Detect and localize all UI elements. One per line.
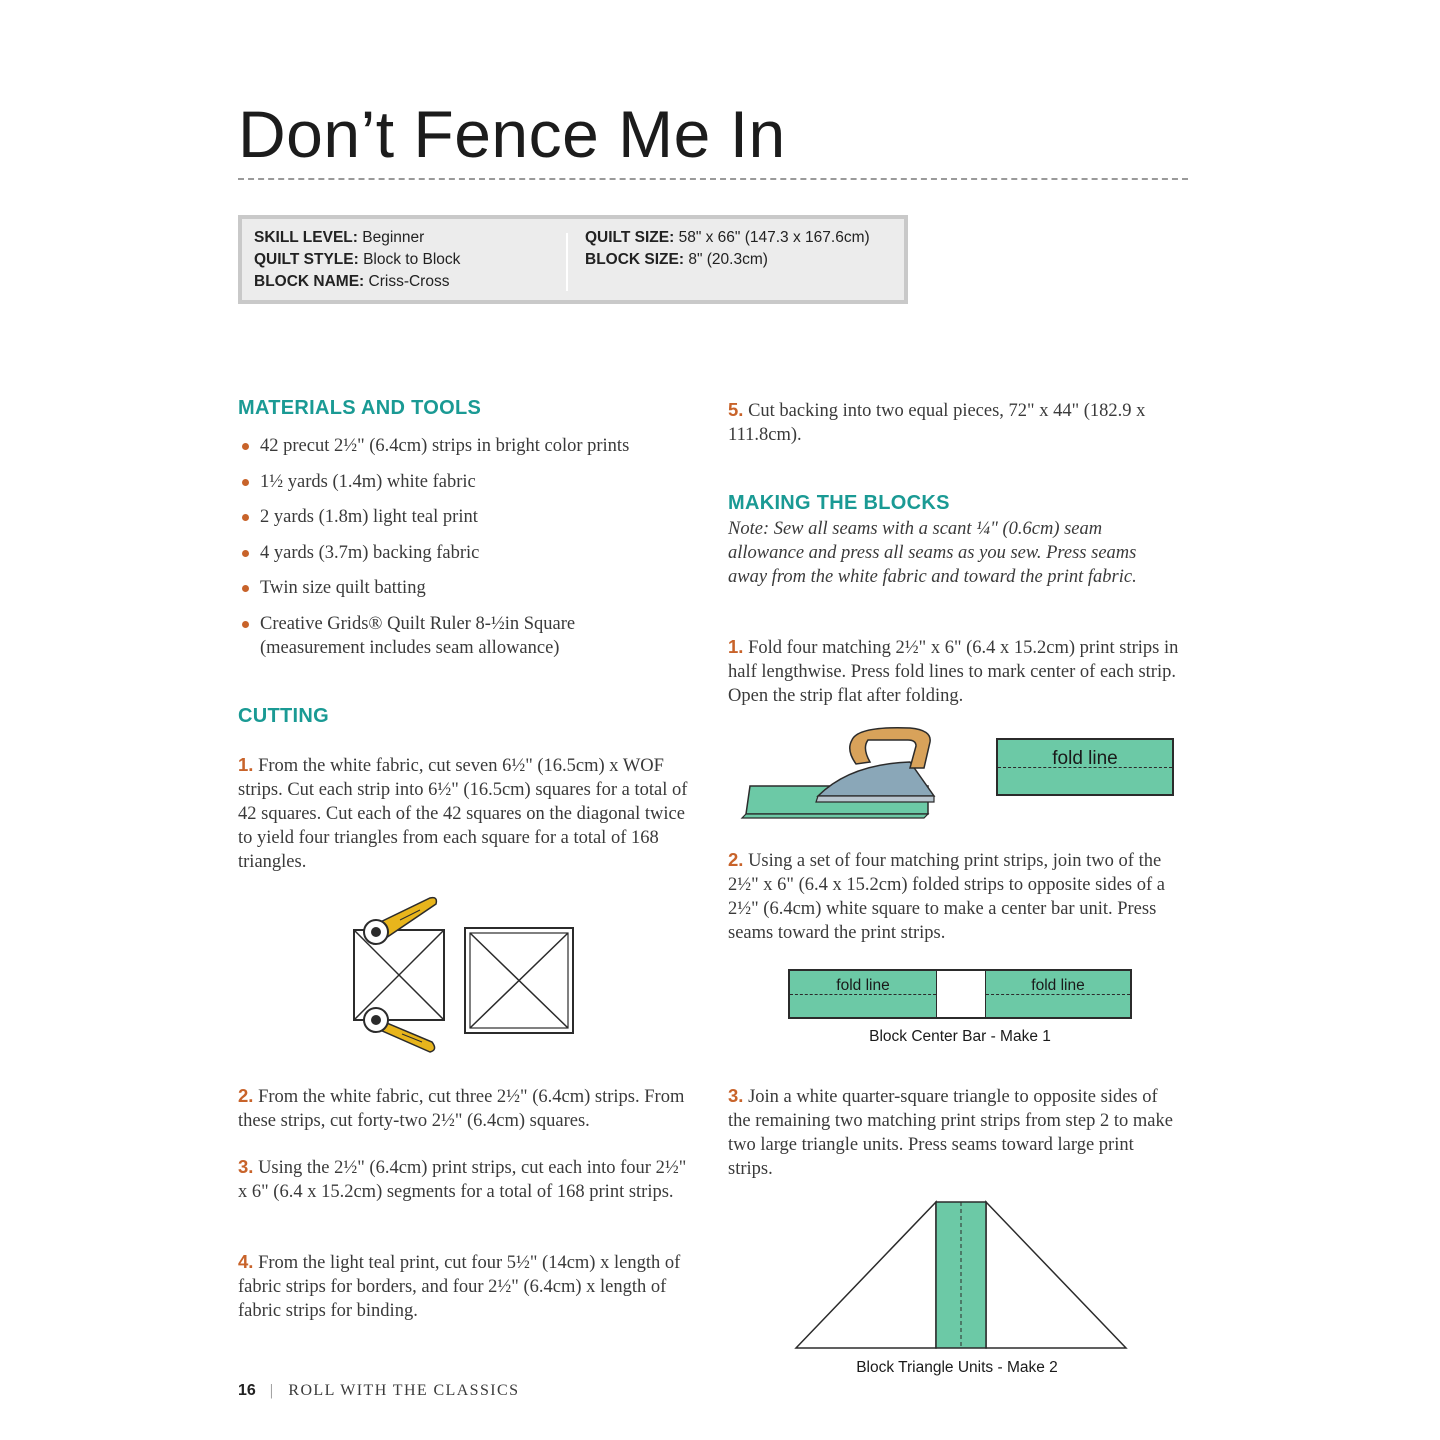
bullet-icon (242, 621, 249, 628)
materials-heading: MATERIALS AND TOOLS (238, 397, 482, 419)
step-number: 5. (728, 399, 744, 420)
bullet-icon (242, 479, 249, 486)
list-item (238, 470, 688, 494)
step-text: From the light teal print, cut four 5½" (14cm) x length of fabric strips for borders, and four 2½" (6.4cm) x length of fabric strips for binding. (238, 1253, 681, 1321)
quilt-size (585, 229, 870, 251)
list-item-text: 2 yards (1.8m) light teal print (260, 507, 478, 527)
block-size (585, 251, 870, 273)
info-value: 58" x 66" (147.3 x 167.6cm) (678, 229, 870, 246)
page-number: 16 (238, 1382, 256, 1399)
folded-strip (996, 738, 1174, 796)
info-label: BLOCK SIZE: (585, 251, 685, 268)
step-text: From the white fabric, cut three 2½" (6.4cm) strips. From these strips, cut forty-two 2½" (6.4cm) squares. (238, 1087, 685, 1131)
seam-note: Note: Sew all seams with a scant ¼" (0.6cm) seam allowance and press all seams as you sew. Press seams away from the white fabric and toward the print fabric. (728, 519, 1137, 587)
page-footer (238, 1382, 519, 1400)
list-item-text: 1½ yards (1.4m) white fabric (260, 471, 476, 492)
step-text: From the white fabric, cut seven 6½" (16.5cm) x WOF strips. Cut each strip into 6½" (16.5cm) squares for a total of 42 squares. Cut each of the 42 squares on the diagonal twice to yield four triangles from each square for a total of 168 triangles. (238, 756, 688, 872)
cutting-step-2 (238, 1084, 690, 1133)
step-text: Using the 2½" (6.4cm) print strips, cut each into four 2½" x 6" (6.4 x 15.2cm) segments for a total of 168 print strips. (238, 1158, 687, 1202)
quilt-style (254, 251, 460, 273)
fold-line-label: fold line (836, 977, 890, 994)
center-bar-right-strip (985, 971, 1130, 1017)
info-right-column (585, 229, 870, 273)
step-number: 2. (238, 1085, 254, 1106)
quilt-info-box (238, 215, 908, 304)
page-title: Don’t Fence Me In (238, 97, 786, 171)
triangle-unit-figure (790, 1196, 1130, 1352)
left-white-triangle (796, 1202, 936, 1348)
step-number: 1. (728, 636, 744, 657)
bullet-icon (242, 514, 249, 521)
info-value: Block to Block (363, 251, 461, 268)
skill-level (254, 229, 460, 251)
making-blocks-heading: MAKING THE BLOCKS (728, 492, 950, 514)
list-item-text: 42 precut 2½" (6.4cm) strips in bright color prints (260, 436, 630, 456)
bullet-icon (242, 585, 249, 592)
square-quarter-cut (465, 928, 573, 1033)
center-bar-white-square (937, 971, 985, 1017)
center-bar-figure (788, 969, 1132, 1019)
cutting-step-3 (238, 1155, 690, 1204)
list-item (238, 576, 688, 600)
iron-icon (816, 728, 934, 802)
pressing-strip-figure (740, 718, 940, 824)
info-label: QUILT SIZE: (585, 229, 675, 246)
info-label: BLOCK NAME: (254, 273, 365, 290)
cutting-squares-figure (340, 890, 590, 1060)
list-item-text: Creative Grids® Quilt Ruler 8-½in Square (measurement includes seam allowance) (260, 613, 576, 658)
info-value: Criss-Cross (368, 273, 450, 290)
step-number: 4. (238, 1251, 254, 1272)
cutting-heading: CUTTING (238, 705, 329, 727)
step-number: 2. (728, 849, 744, 870)
fold-line-label: fold line (1031, 977, 1085, 994)
cutting-step-5 (728, 398, 1158, 447)
step-text: Cut backing into two equal pieces, 72" x 44" (182.9 x 111.8cm). (728, 401, 1146, 445)
bullet-icon (242, 443, 249, 450)
materials-list (238, 434, 688, 671)
info-value: 8" (20.3cm) (688, 251, 768, 268)
book-title: ROLL WITH THE CLASSICS (288, 1382, 520, 1399)
center-bar-caption: Block Center Bar - Make 1 (869, 1028, 1051, 1045)
step-number: 1. (238, 754, 254, 775)
step-number: 3. (238, 1156, 254, 1177)
list-item-text: Twin size quilt batting (260, 578, 426, 598)
info-label: SKILL LEVEL: (254, 229, 358, 246)
list-item-text: 4 yards (3.7m) backing fabric (260, 542, 480, 563)
step-number: 3. (728, 1085, 744, 1106)
right-white-triangle (986, 1202, 1126, 1348)
info-value: Beginner (362, 229, 425, 246)
info-label: QUILT STYLE: (254, 251, 359, 268)
cutting-step-1 (238, 753, 690, 874)
footer-separator: | (269, 1382, 275, 1399)
list-item (238, 541, 688, 565)
list-item (238, 434, 688, 458)
list-item (238, 505, 688, 529)
step-text: Fold four matching 2½" x 6" (6.4 x 15.2cm) print strips in half lengthwise. Press fold lines to mark center of each strip. Open the strip flat after folding. (728, 638, 1179, 706)
center-bar-left-strip (790, 971, 937, 1017)
title-divider (238, 178, 1188, 180)
fold-line-label: fold line (1052, 748, 1118, 769)
triangle-unit-caption: Block Triangle Units - Make 2 (856, 1359, 1058, 1376)
step-text: Join a white quarter-square triangle to opposite sides of the remaining two matching print strips from step 2 to make two large triangle units. Press seams toward large print strips. (728, 1087, 1173, 1179)
block-name (254, 273, 460, 295)
list-item (238, 612, 620, 660)
cutting-step-4 (238, 1250, 700, 1323)
making-step-3 (728, 1084, 1178, 1181)
step-text: Using a set of four matching print strips, join two of the 2½" x 6" (6.4 x 15.2cm) folded strips to opposite sides of a 2½" (6.4cm) white square to make a center bar unit. Press seams toward the print strips. (728, 851, 1165, 943)
info-left-column (254, 229, 460, 295)
making-step-1 (728, 635, 1188, 708)
bullet-icon (242, 550, 249, 557)
info-column-divider (566, 233, 568, 291)
square-one-diagonal (354, 930, 444, 1020)
making-step-2 (728, 848, 1178, 945)
